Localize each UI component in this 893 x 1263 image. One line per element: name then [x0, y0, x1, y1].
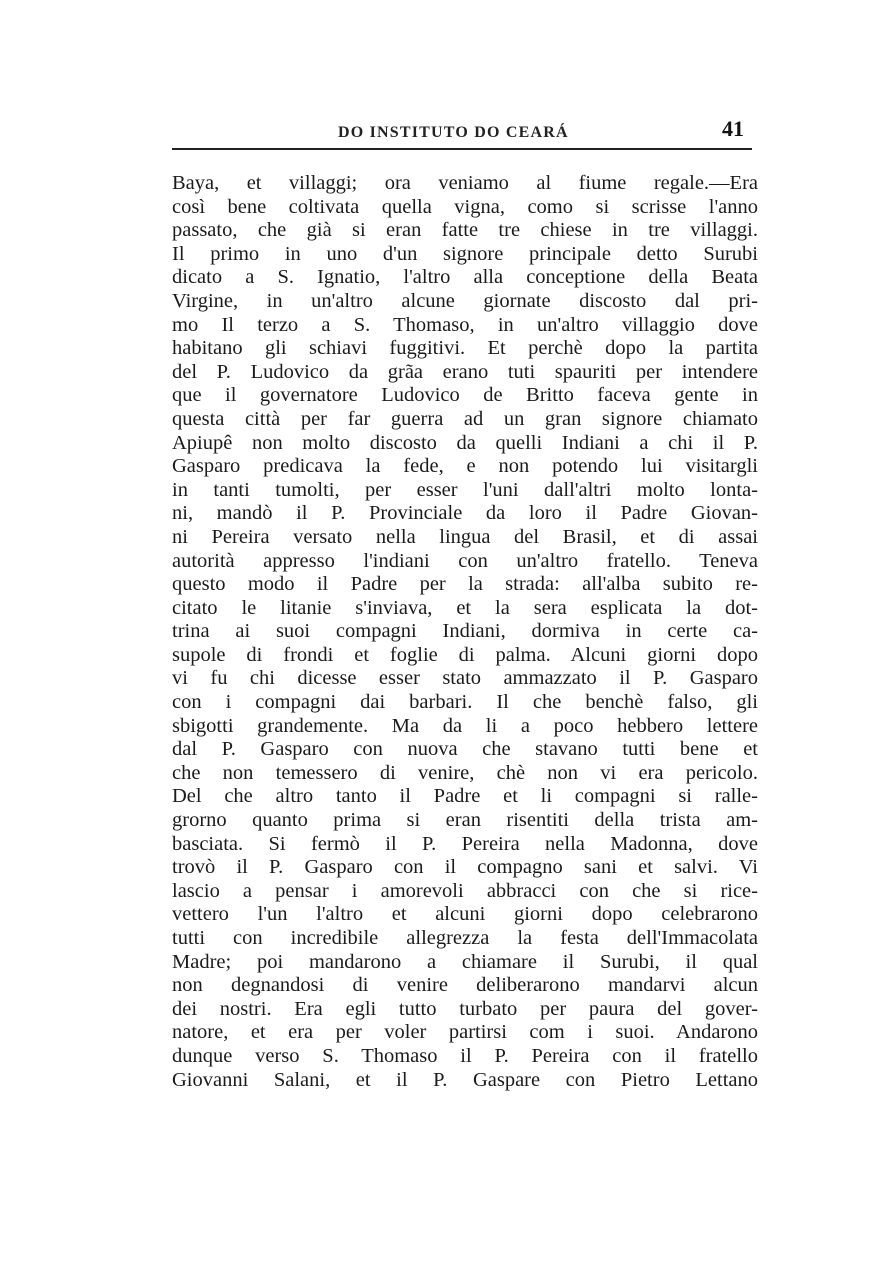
text-line: così bene coltivata quella vigna, como si scrisse l'anno	[172, 195, 758, 218]
text-line: Gasparo predicava la fede, e non potendo lui visitargli	[172, 455, 758, 478]
text-line: mo Il terzo a S. Thomaso, in un'altro villaggio dove	[172, 313, 758, 336]
text-line: tutti con incredibile allegrezza la festa dell'Immacolata	[172, 927, 758, 949]
text-line: dunque verso S. Thomaso il P. Pereira con il fratello	[172, 1044, 758, 1067]
header-rule	[172, 148, 752, 150]
text-line: vettero l'un l'altro et alcuni giorni dopo celebrarono	[172, 903, 758, 926]
text-line: con i compagni dai barbari. Il che benchè falso, gli	[172, 691, 758, 714]
text-line: Apiupê non molto discosto da quelli Indiani a chi il P.	[172, 431, 758, 454]
text-line: Madre; poi mandarono a chiamare il Surubi, il qual	[172, 950, 758, 973]
text-line: sbigotti grandemente. Ma da li a poco hebbero lettere	[172, 714, 758, 737]
text-line: Baya, et villaggi; ora veniamo al fiume regale.—Era	[172, 172, 758, 194]
text-line: Del che altro tanto il Padre et li compagni si ralle-	[172, 785, 758, 808]
text-line: questa città per far guerra ad un gran signore chiamato	[172, 407, 758, 430]
text-line: autorità appresso l'indiani con un'altro fratello. Teneva	[172, 549, 758, 572]
text-line: grorno quanto prima si eran risentiti della trista am-	[172, 809, 758, 832]
text-line: Giovanni Salani, et il P. Gaspare con Pietro Lettano	[172, 1068, 758, 1091]
text-line: dicato a S. Ignatio, l'altro alla conceptione della Beata	[172, 266, 758, 289]
text-line: trovò il P. Gasparo con il compagno sani et salvi. Vi	[172, 856, 758, 879]
text-line: non degnandosi di venire deliberarono mandarvi alcun	[172, 974, 758, 997]
text-line: dal P. Gasparo con nuova che stavano tutti bene et	[172, 738, 758, 761]
text-line: lascio a pensar i amorevoli abbracci con che si rice-	[172, 879, 758, 902]
text-line: basciata. Si fermò il P. Pereira nella Madonna, dove	[172, 832, 758, 855]
text-line: natore, et era per voler partirsi com i suoi. Andarono	[172, 1021, 758, 1044]
text-line: che non temessero di venire, chè non vi era pericolo.	[172, 761, 758, 784]
text-line: dei nostri. Era egli tutto turbato per paura del gover-	[172, 997, 758, 1020]
text-line: vi fu chi dicesse esser stato ammazzato il P. Gasparo	[172, 667, 758, 690]
page-header	[172, 116, 752, 148]
text-line: habitano gli schiavi fuggitivi. Et perchè dopo la partita	[172, 337, 758, 360]
text-line: Il primo in uno d'un signore principale detto Surubi	[172, 242, 758, 265]
text-line: ni, mandò il P. Provinciale da loro il Padre Giovan-	[172, 502, 758, 525]
text-line: del P. Ludovico da grãa erano tuti spauriti per intendere	[172, 360, 758, 383]
text-line: passato, che già si eran fatte tre chiese in tre villaggi.	[172, 219, 758, 242]
text-line: que il governatore Ludovico de Britto faceva gente in	[172, 384, 758, 407]
text-line: citato le litanie s'inviava, et la sera esplicata la dot-	[172, 596, 758, 619]
text-line: supole di frondi et foglie di palma. Alcuni giorni dopo	[172, 643, 758, 666]
body-text	[172, 172, 758, 1092]
text-line: Virgine, in un'altro alcune giornate discosto dal pri-	[172, 289, 758, 312]
text-line: ni Pereira versato nella lingua del Brasil, et di assai	[172, 525, 758, 548]
text-line: questo modo il Padre per la strada: all'alba subito re-	[172, 573, 758, 596]
text-line: trina ai suoi compagni Indiani, dormiva in certe ca-	[172, 620, 758, 643]
text-line: in tanti tumolti, per esser l'uni dall'altri molto lonta-	[172, 478, 758, 501]
running-head: DO INSTITUTO DO CEARÁ	[338, 124, 569, 141]
page-number: 41	[722, 116, 744, 141]
